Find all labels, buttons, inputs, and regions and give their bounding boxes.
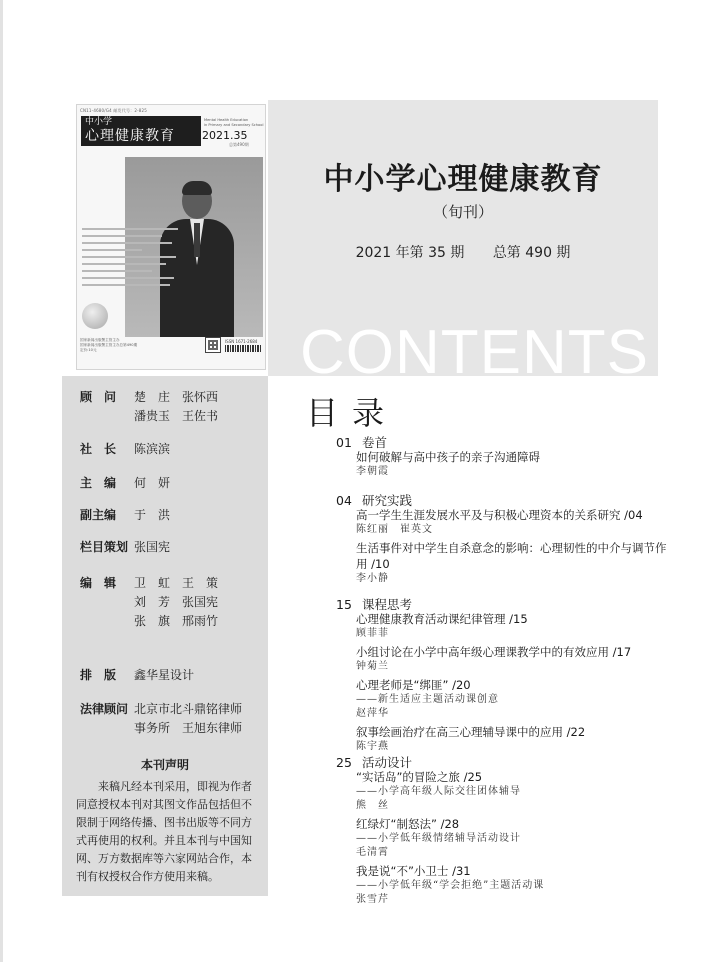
toc-section-research — [336, 491, 676, 589]
section-heading — [336, 491, 676, 507]
journal-frequency: （旬刊） — [432, 203, 493, 221]
section-name: 课程思考 — [361, 597, 412, 612]
article-author: 李朝霞 — [356, 466, 389, 477]
cover-publisher: 国家新闻出版署主管主办 国家新闻出版署主管主办总第490期 定价:10元 — [80, 338, 138, 352]
cover-logo-main: 心理健康教育 — [85, 128, 175, 144]
cover-ball-graphic — [82, 303, 108, 329]
cover-logo — [81, 116, 201, 146]
article-author: 顾菲菲 — [356, 628, 389, 639]
article-title: “实话岛”的冒险之旅 /25 — [356, 770, 483, 784]
article-title: 叙事绘画治疗在高三心理辅导课中的应用 /22 — [356, 725, 586, 739]
article-author: 陈红丽 崔英文 — [356, 524, 433, 535]
toc-article[interactable] — [356, 724, 676, 754]
article-author: 钟菊兰 — [356, 661, 389, 672]
article-author: 赵萍华 — [356, 708, 389, 719]
section-page: 01 — [336, 435, 352, 450]
article-author: 张雪芹 — [356, 894, 389, 905]
toc-article[interactable] — [356, 644, 676, 674]
article-title: 生活事件对中学生自杀意念的影响：心理韧性的中介与调节作用 /10 — [356, 541, 667, 571]
toc-section-preface — [336, 433, 676, 482]
barcode-icon — [225, 345, 261, 352]
page-edge — [0, 0, 3, 962]
article-subtitle: ——小学低年级“学会拒绝”主题活动课 — [356, 880, 545, 891]
cover-issue: 2021.35 — [202, 129, 248, 142]
qr-code-icon — [205, 337, 221, 353]
issue-year: 2021 年第 35 期 — [355, 245, 465, 261]
article-author: 李小静 — [356, 573, 389, 584]
section-page: 04 — [336, 493, 352, 508]
cover-blurb-lines — [82, 228, 182, 291]
notice-text: 来稿凡经本刊采用，即视为作者同意授权本刊对其图文作品包括但不限制于网络传播、图书出版等不同方式再使用的权利。并且本刊与中国知网、万方数据库等六家网站合作，本刊有权授权合作方使用来稿。 — [76, 780, 252, 883]
toc-article[interactable] — [356, 449, 676, 479]
toc-article[interactable] — [356, 540, 676, 586]
cover-english-title: Mental Health Education in Primary and Secondary School — [204, 118, 264, 127]
toc-article[interactable] — [356, 769, 676, 813]
cover-logo-top: 中小学 — [85, 117, 113, 127]
toc-article[interactable] — [356, 816, 676, 860]
section-page: 15 — [336, 597, 352, 612]
section-name: 研究实践 — [361, 493, 412, 508]
masthead: 顾 问 楚 庄 张怀西 潘贵玉 王佐书 社 长 陈滨滨 主 编 何 妍 副主编 于 洪 栏目策划 张国宪 编 辑 卫 虹 王 策 刘 芳 张国宪 张 旗 邢雨竹 排 版 鑫华星设计 法律顾问 北京市北斗鼎铭律师 事务所 王旭东律师 本刊声明 来稿凡经本刊采用，即视为作者同意授权本刊对其图文作品包括但不限制于网络传播、图书出版等不同方式再使用的权利。并且本刊与中国知网、万方数据库等六家网站合作，本刊有权授权合作方使用来稿。 — [62, 376, 268, 896]
toc-section-activity — [336, 753, 676, 910]
issue-info — [268, 242, 658, 262]
article-subtitle: ——小学低年级情绪辅导活动设计 — [356, 833, 521, 844]
section-heading — [336, 595, 676, 611]
article-author: 毛清霄 — [356, 847, 389, 858]
article-title: 我是说“不”小卫士 /31 — [356, 864, 471, 878]
section-name: 卷首 — [361, 435, 387, 450]
cover-issue-sub: 总第490期 — [229, 142, 249, 147]
cover-top-line: CN11-4680/G4 邮发代号：2-825 — [80, 108, 147, 113]
journal-banner — [268, 100, 658, 376]
article-title: 高一学生生涯发展水平及与积极心理资本的关系研究 /04 — [356, 508, 643, 522]
section-heading — [336, 753, 676, 769]
article-author: 熊 丝 — [356, 800, 389, 811]
article-author: 陈宇燕 — [356, 741, 389, 752]
article-title: 小组讨论在小学中高年级心理课教学中的有效应用 /17 — [356, 645, 632, 659]
cover-issn: ISSN 1671-2684 — [225, 339, 258, 344]
toc-title: 目录 — [306, 394, 399, 432]
toc-section-course — [336, 595, 676, 757]
article-subtitle: ——新生适应主题活动课创意 — [356, 694, 499, 705]
toc-article[interactable] — [356, 677, 676, 721]
notice-title: 本刊声明 — [140, 758, 189, 772]
article-title: 红绿灯“制怒法” /28 — [356, 817, 460, 831]
article-subtitle: ——小学高年级人际交往团体辅导 — [356, 786, 521, 797]
journal-title: 中小学心理健康教育 — [323, 162, 603, 197]
article-title: 心理老师是“绑匪” /20 — [356, 678, 471, 692]
article-title: 心理健康教育活动课纪律管理 /15 — [356, 612, 528, 626]
toc-article[interactable] — [356, 507, 676, 537]
cover-thumbnail — [76, 104, 266, 370]
contents-label: CONTENTS — [300, 318, 649, 376]
toc-article[interactable] — [356, 611, 676, 641]
issue-total: 总第 490 期 — [492, 245, 571, 261]
section-name: 活动设计 — [361, 755, 412, 770]
toc-article[interactable] — [356, 863, 676, 907]
section-heading — [336, 433, 676, 449]
article-title: 如何破解与高中孩子的亲子沟通障碍 — [356, 450, 540, 464]
section-page: 25 — [336, 755, 352, 770]
